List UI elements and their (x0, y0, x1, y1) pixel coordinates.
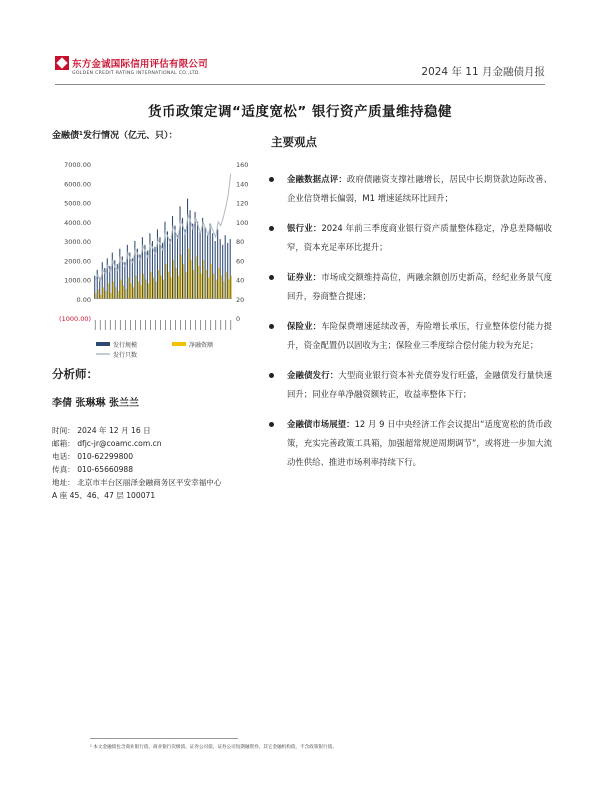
net-financing-bar (231, 276, 232, 299)
key-point-label: 金融债市场展望： (287, 419, 355, 429)
net-financing-bar (113, 281, 114, 298)
legend-swatch-net (172, 342, 186, 346)
company-english-name: GOLDEN CREDIT RATING INTERNATIONAL CO.,LTD. (72, 71, 201, 76)
key-point (287, 366, 552, 404)
legend-label-count: 发行只数 (113, 352, 138, 359)
left-axis-tick-label: 4000.00 (64, 218, 91, 227)
left-axis-tick-label: 2000.00 (64, 257, 91, 266)
right-axis-tick-label: 160 (236, 161, 249, 169)
bullet-icon (269, 373, 274, 378)
issuance-bar (202, 218, 203, 299)
net-financing-bar (188, 249, 189, 299)
bullet-icon (269, 177, 274, 182)
left-axis-tick-label: 3000.00 (64, 238, 91, 246)
net-financing-bar (163, 280, 164, 299)
bullet-icon (269, 422, 274, 427)
net-financing-bar (160, 276, 161, 299)
net-financing-bar (145, 280, 146, 299)
contact-email[interactable]: 邮箱： dfjc-jr@coamc.com.cn (52, 439, 162, 448)
x-axis-tick-mark (145, 320, 146, 330)
key-point-text: 大型商业银行资本补充债券发行旺盛，金融债发行量快速回升；同业存单净融资额转正，收益率整体下行； (287, 370, 553, 399)
issuance-bar (197, 222, 198, 299)
right-axis-tick-label: 80 (236, 238, 245, 246)
issuance-bar (167, 231, 168, 298)
right-axis-tick-label: 40 (236, 276, 245, 285)
issuance-bar (227, 243, 228, 299)
net-financing-bar (115, 287, 116, 299)
x-axis-tick-mark (155, 320, 156, 330)
net-financing-bar (108, 283, 109, 298)
key-point-label: 证券业： (287, 272, 322, 282)
x-axis-tick-mark (165, 320, 166, 330)
net-financing-bar (95, 293, 96, 299)
left-axis-tick-label: (1000.00) (59, 315, 91, 323)
x-axis-tick-mark (170, 320, 171, 330)
issuance-bar (190, 210, 191, 299)
bullet-icon (269, 275, 274, 280)
x-axis-tick-mark (125, 320, 126, 330)
net-financing-bar (150, 272, 151, 299)
key-point (287, 415, 552, 472)
issuance-bar (217, 229, 218, 298)
x-axis-tick-mark (185, 320, 186, 330)
contact-block (52, 424, 272, 502)
key-point-text: 12 月 9 日中央经济工作会议提出“适度宽松的货币政策，充实完善政策工具箱，加强超常规逆周期调节”，或将进一步加大流动性供给、推进市场利率持续下行。 (287, 419, 553, 467)
x-axis-tick-mark (130, 320, 131, 330)
x-axis-tick-mark (195, 320, 196, 330)
net-financing-bar (198, 266, 199, 299)
net-financing-bar (135, 276, 136, 299)
legend-label-net: 净融资额 (189, 342, 214, 349)
right-axis-tick-label: 0 (236, 315, 241, 323)
key-point-text: 政府债融资支撑社融增长，居民中长期贷款边际改善、企业信贷增长偏弱，M1 增速延续环比回升； (287, 174, 553, 203)
x-axis-tick-mark (140, 320, 141, 330)
issuance-bar (152, 241, 153, 299)
left-axis-tick-label: 0.00 (76, 295, 91, 304)
issuance-bar (205, 228, 206, 299)
net-financing-bar (226, 272, 227, 299)
report-name: 2024 年 11 月金融债月报 (421, 66, 545, 78)
key-point (287, 219, 552, 257)
net-financing-bar (216, 280, 217, 299)
net-financing-bar (105, 291, 106, 299)
left-axis-tick-label: 7000.00 (64, 161, 91, 169)
issuance-bar (195, 212, 196, 299)
key-points-list (287, 170, 552, 483)
net-financing-bar (140, 285, 141, 298)
net-financing-bar (196, 256, 197, 298)
net-financing-bar (201, 274, 202, 299)
page-header (55, 50, 545, 86)
key-points-heading: 主要观点 (271, 135, 317, 149)
bullet-icon (269, 226, 274, 231)
x-axis-tick-mark (205, 320, 206, 330)
issuance-bar (144, 245, 145, 299)
right-axis-tick-label: 140 (236, 180, 249, 189)
x-axis-tick-mark (230, 320, 231, 330)
issuance-bar (159, 237, 160, 299)
right-axis-tick-label: 120 (236, 199, 249, 208)
contact-phone: 电话： 010-62299800 (52, 452, 134, 461)
x-axis-tick-mark (175, 320, 176, 330)
x-axis-tick-mark (180, 320, 181, 330)
x-axis-tick-mark (120, 320, 121, 330)
net-financing-bar (138, 281, 139, 298)
net-financing-bar (183, 264, 184, 299)
net-financing-bar (191, 260, 192, 299)
issuance-bar (212, 233, 213, 298)
header-divider (55, 84, 545, 85)
issuance-chart (52, 152, 265, 360)
issuance-bar (230, 239, 231, 299)
issuance-bar (215, 241, 216, 299)
net-financing-bar (110, 293, 111, 299)
net-financing-bar (173, 260, 174, 299)
x-axis-tick-mark (105, 320, 106, 330)
legend-swatch-issuance (96, 342, 110, 346)
net-financing-bar (128, 278, 129, 299)
net-financing-bar (148, 283, 149, 298)
key-point-text: 2024 年前三季度商业银行资产质量整体稳定，净息差降幅收窄，资本充足率环比提升； (287, 223, 552, 252)
key-point-label: 金融债发行： (287, 370, 339, 380)
x-axis-tick-mark (200, 320, 201, 330)
net-financing-bar (118, 291, 119, 299)
issuance-bar (222, 245, 223, 299)
issuance-bar (207, 235, 208, 299)
net-financing-bar (153, 278, 154, 299)
issuance-bar (187, 199, 188, 299)
issuance-bar (102, 262, 103, 299)
issuance-bar (182, 218, 183, 299)
net-financing-bar (208, 278, 209, 299)
bullet-icon (269, 324, 274, 329)
x-axis-tick-mark (215, 320, 216, 330)
net-financing-bar (130, 283, 131, 298)
key-point-text: 车险保费增速延续改善，寿险增长承压，行业整体偿付能力提升，资金配置仍以固收为主；保险业三季度综合偿付能力较为充足； (287, 321, 553, 350)
net-financing-bar (213, 274, 214, 299)
contact-fax: 传真： 010-65660988 (52, 465, 134, 474)
net-financing-bar (158, 270, 159, 299)
chart-title: 金融债¹发行情况（亿元、只）： (52, 131, 178, 141)
issuance-bar (174, 226, 175, 299)
issuance-bar (137, 249, 138, 299)
net-financing-bar (186, 272, 187, 299)
issuance-bar (200, 231, 201, 298)
net-financing-bar (176, 268, 177, 299)
key-point (287, 317, 552, 355)
issuance-bar (220, 239, 221, 299)
net-financing-bar (155, 281, 156, 298)
report-title: 货币政策定调“适度宽松” 银行资产质量维持稳健 (148, 104, 452, 120)
x-axis-tick-mark (110, 320, 111, 330)
issuance-bar (192, 224, 193, 299)
net-financing-bar (178, 276, 179, 299)
net-financing-bar (133, 287, 134, 299)
net-financing-bar (203, 260, 204, 299)
net-financing-bar (98, 289, 99, 299)
net-financing-bar (125, 289, 126, 299)
issuance-bar (225, 235, 226, 299)
net-financing-bar (228, 280, 229, 299)
net-financing-bar (181, 254, 182, 298)
key-point-label: 银行业： (287, 223, 322, 233)
analyst-names: 李倩 张琳琳 张兰兰 (52, 398, 139, 409)
net-financing-bar (143, 274, 144, 299)
net-financing-bar (221, 276, 222, 299)
net-financing-bar (103, 287, 104, 299)
issuance-bar (132, 258, 133, 298)
key-point-text: 市场成交额维持高位，两融余额创历史新高，经纪业务景气度回升，券商整合提速； (287, 272, 553, 301)
contact-address: 地址： 北京市丰台区丽泽金融商务区平安幸福中心 (52, 478, 222, 487)
key-point-label: 金融数据点评： (287, 174, 347, 184)
right-axis-tick-label: 20 (236, 295, 245, 304)
net-financing-bar (206, 270, 207, 299)
right-axis-tick-label: 100 (236, 218, 249, 227)
issuance-bar (185, 229, 186, 298)
left-axis-tick-label: 6000.00 (64, 180, 91, 189)
x-axis-tick-mark (210, 320, 211, 330)
issuance-bar (210, 224, 211, 299)
x-axis-tick-mark (150, 320, 151, 330)
left-axis-tick-label: 1000.00 (64, 276, 91, 285)
net-financing-bar (168, 272, 169, 299)
issuance-bar (177, 235, 178, 299)
net-financing-bar (120, 280, 121, 299)
legend-label-issuance: 发行规模 (113, 342, 138, 349)
net-financing-bar (166, 264, 167, 299)
contact-address-line2: A 座 45、46、47 层 100071 (52, 491, 156, 500)
key-point (287, 268, 552, 306)
x-axis-tick-mark (95, 320, 96, 330)
logo-diamond-icon (55, 56, 69, 70)
footnote-divider (90, 738, 238, 739)
x-axis-tick-mark (115, 320, 116, 330)
issuance-bar (169, 239, 170, 299)
key-point-label: 保险业： (287, 321, 322, 331)
issuance-chart-svg (52, 152, 265, 360)
net-financing-bar (171, 278, 172, 299)
contact-time: 时间： 2024 年 12 月 16 日 (52, 426, 151, 435)
right-axis-tick-label: 60 (236, 257, 245, 266)
x-axis-tick-mark (225, 320, 226, 330)
net-financing-bar (100, 295, 101, 299)
left-axis-tick-label: 5000.00 (64, 199, 91, 208)
analysts-heading: 分析师： (52, 367, 98, 381)
net-financing-bar (123, 285, 124, 298)
footnote: ¹ 本文金融债包含商业银行债、商业银行次级债、证券公司债、证券公司短期融资券、其它金融机构债，不含政策银行债。 (90, 745, 337, 750)
x-axis-tick-mark (190, 320, 191, 330)
x-axis-tick-mark (135, 320, 136, 330)
net-financing-bar (193, 270, 194, 299)
x-axis-tick-mark (100, 320, 101, 330)
net-financing-bar (211, 264, 212, 299)
company-name: 东方金诚国际信用评估有限公司 (72, 59, 208, 70)
company-logo (55, 56, 208, 70)
net-financing-bar (218, 268, 219, 299)
x-axis-tick-mark (220, 320, 221, 330)
net-financing-bar (223, 281, 224, 298)
key-point (287, 170, 552, 208)
x-axis-tick-mark (160, 320, 161, 330)
